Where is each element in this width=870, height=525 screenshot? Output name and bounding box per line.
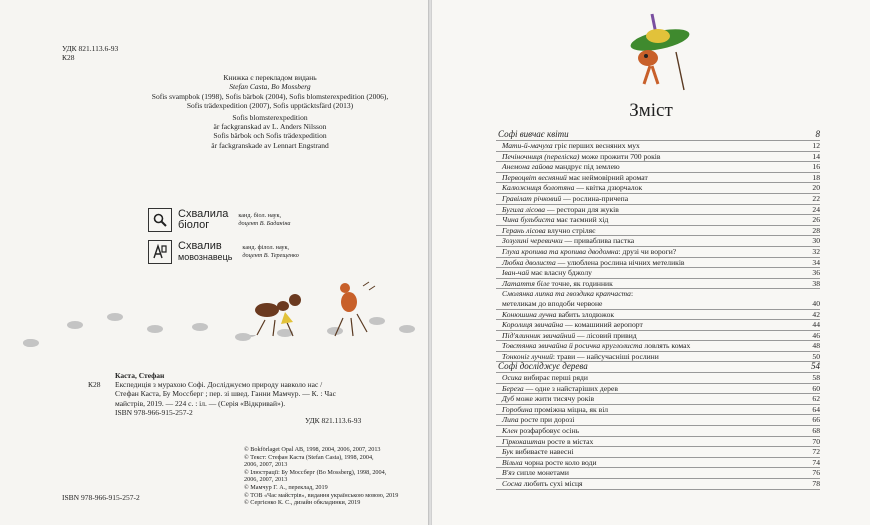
toc-section-trees	[496, 361, 820, 490]
credits-line: Книжка є перекладом видань	[223, 73, 317, 82]
toc-entry[interactable]	[496, 289, 820, 299]
toc-entry-title	[496, 479, 802, 489]
toc-entry[interactable]	[496, 458, 820, 469]
toc-entry[interactable]	[496, 268, 820, 279]
toc-entry[interactable]	[496, 152, 820, 163]
toc-entry-title	[496, 226, 802, 236]
toc-entry-title	[496, 183, 802, 193]
toc-page: 16	[812, 162, 820, 172]
toc-title: Зміст	[629, 100, 673, 121]
isbn-bottom: ISBN 978-966-915-257-2	[62, 493, 140, 502]
credits-line: är fackgranskade av Lennart Engstrand	[211, 140, 329, 150]
toc-section-heading[interactable]	[496, 129, 820, 141]
toc-entry-title	[496, 341, 802, 351]
toc-entry-text: має таємний хід	[554, 215, 609, 225]
approval-note: канд. філол. наук,	[242, 244, 290, 251]
left-page	[0, 0, 428, 525]
toc-entry-plant: Вільха	[502, 457, 523, 467]
toc-entry-text: гріє перших весняних мух	[552, 141, 640, 150]
toc-entry-title	[496, 279, 802, 289]
toc-page: 46	[812, 330, 820, 340]
toc-page: 58	[812, 373, 820, 382]
toc-entry[interactable]	[496, 258, 820, 269]
toc-entry[interactable]	[496, 310, 820, 321]
toc-entry-text: росте в містах	[545, 436, 594, 446]
catalog-line: ISBN 978-966-915-257-2	[115, 408, 193, 418]
toc-page: 32	[812, 246, 820, 256]
toc-entry[interactable]	[496, 394, 820, 405]
toc-entry-title	[496, 426, 802, 436]
toc-page: 76	[812, 468, 820, 478]
toc-entry-plant: Бугила лісова	[502, 204, 546, 214]
copyright-line: © Ілюстрації: Бу Моссберг (Bo Mossberg), 1998, 2004,	[244, 468, 387, 476]
catalog-line: Стефан Каста, Бу Моссберг ; пер. зі швед. Ганни Мамчур. — К. : Час	[115, 389, 336, 399]
catalog-line: майстрів, 2019. — 224 с. : іл. — (Серія «Відкривай»).	[115, 398, 286, 408]
toc-page: 30	[812, 236, 820, 246]
toc-items	[496, 141, 820, 362]
toc-entry-title	[496, 236, 802, 246]
catalog-udk: УДК 821.113.6-93	[305, 416, 362, 425]
catalog-k: К28	[88, 380, 101, 389]
copyright-block	[244, 446, 424, 507]
ant-icon	[245, 280, 385, 340]
toc-entry-title	[496, 215, 802, 225]
toc-entry-plant: Печіночниця (переліска)	[502, 151, 580, 161]
toc-page: 66	[812, 415, 820, 425]
credits-line: Sofis svampbok (1998), Sofis bärbok (2004), Sofis blomsterexpedition (2006),	[151, 91, 389, 101]
toc-entry[interactable]	[496, 405, 820, 416]
letters-icon	[148, 240, 172, 264]
toc-entry-plant: Анемона гайова	[502, 162, 554, 172]
toc-entry-title	[496, 173, 802, 183]
toc-entry-plant: Іван-чай	[502, 268, 530, 278]
toc-entry[interactable]	[496, 373, 820, 384]
copyright-line: © Мамчур Г. А., переклад, 2019	[244, 483, 328, 491]
toc-page: 42	[812, 309, 820, 319]
toc-entry-plant: Латаття біле	[502, 278, 550, 288]
toc-entry-plant: Гіркокаштан	[502, 436, 546, 446]
toc-entry[interactable]	[496, 173, 820, 184]
toc-entry[interactable]	[496, 320, 820, 331]
toc-entry[interactable]	[496, 384, 820, 395]
approval-role: мовознавець	[178, 252, 233, 262]
toc-entry[interactable]	[496, 162, 820, 173]
toc-page: 72	[812, 447, 820, 457]
approval-note: доцент В. Терещенко	[242, 252, 299, 259]
approval-note: канд. біол. наук,	[238, 212, 282, 219]
toc-entry[interactable]	[496, 141, 820, 152]
toc-entry[interactable]	[496, 341, 820, 352]
toc-section-title: Софі досліджує дерева	[498, 361, 588, 371]
toc-entry-plant: В'яз	[502, 468, 515, 478]
credits-line: Sofis trädexpedition (2007), Sofis upptäcktsfärd (2013)	[186, 101, 354, 111]
toc-entry-plant: Горобина	[502, 404, 533, 414]
toc-entry-plant: Чина бульбиста	[502, 215, 555, 225]
approval-title: Схвалила	[178, 208, 229, 220]
toc-section-title: Софі вивчає квіти	[498, 129, 569, 139]
toc-entry-plant: Тонконіг лучний	[502, 351, 553, 361]
toc-page: 12	[812, 141, 820, 150]
toc-entry-plant: Береза	[502, 383, 524, 393]
toc-page: 22	[812, 193, 820, 203]
toc-entry-text: любить сухі місця	[521, 478, 583, 488]
ant-with-hat-icon	[622, 12, 697, 92]
toc-entry-text: — рослина-причепа	[561, 193, 629, 203]
approval-title: Схвалив	[178, 240, 222, 252]
toc-entry[interactable]	[496, 194, 820, 205]
toc-entry-text: ловлять комах	[642, 341, 691, 351]
toc-page: 74	[812, 457, 820, 467]
toc-entry-title	[496, 405, 802, 415]
toc-entry-plant: Смолянка липка та гвоздика крапчаста	[502, 289, 631, 299]
right-page	[432, 0, 870, 525]
toc-entry[interactable]	[496, 236, 820, 247]
toc-entry-text: точне, як годинник	[549, 278, 613, 288]
toc-entry-text: — квітка дзюрчалок	[574, 183, 643, 193]
toc-entry-text: влучно стріляє	[545, 225, 596, 235]
toc-page: 40	[812, 298, 820, 308]
toc-entry-plant: Мати-й-мачуха	[502, 141, 553, 150]
toc-page: 14	[812, 151, 820, 161]
credits-line: Stefan Casta, Bo Mossberg	[229, 82, 311, 92]
toc-page: 62	[812, 394, 820, 404]
toc-entry-text: може жити тисячу років	[514, 394, 595, 404]
toc-entry-text: вибиваєте навесні	[513, 447, 574, 457]
toc-entry-plant: Королиця звичайна	[502, 320, 564, 330]
toc-entry-text: : трави — найсучасніші рослини	[552, 351, 659, 361]
toc-entry-title	[496, 268, 802, 278]
toc-page: 36	[812, 268, 820, 278]
toc-page: 68	[812, 425, 820, 435]
toc-page: 20	[812, 183, 820, 193]
toc-entry-title	[496, 384, 802, 394]
toc-entry-text: — улюблена рослина нічних метеликів	[555, 257, 685, 267]
toc-page: 70	[812, 436, 820, 446]
toc-entry[interactable]	[496, 299, 820, 310]
toc-entry[interactable]	[496, 447, 820, 458]
copyright-line: © ТОВ «Час майстрів», видання українською мовою, 2019	[244, 491, 399, 499]
credits-line: Sofis bärbok och Sofis trädexpedition	[213, 131, 327, 141]
udk-top: УДК 821.113.6-93	[62, 44, 119, 53]
toc-entry-text: — одне з найстаріших дерев	[523, 383, 618, 393]
toc-entry-plant: Дуб	[502, 394, 515, 404]
toc-entry-text: — ресторан для жуків	[545, 204, 619, 214]
toc-section-heading[interactable]	[496, 361, 820, 373]
copyright-line: © Bokförlaget Opal AB, 1998, 2004, 2006, 2007, 2013	[244, 446, 381, 453]
toc-entry-plant: Любка дволиста	[502, 257, 556, 267]
toc-page: 48	[812, 341, 820, 351]
credits-line: Sofis blomsterexpedition	[232, 112, 308, 122]
toc-entry-title	[496, 205, 802, 215]
toc-entry-plant: Первоцвіт весняний	[502, 172, 567, 182]
magnifier-icon	[148, 208, 172, 232]
approval-role: біолог	[178, 219, 210, 231]
toc-entry-text: чорна росте коло води	[522, 457, 597, 467]
toc-entry-title	[496, 258, 802, 268]
toc-entry-title	[496, 299, 802, 309]
toc-page: 64	[812, 404, 820, 414]
toc-page: 24	[812, 204, 820, 214]
toc-entry-title	[496, 310, 802, 320]
toc-section-flowers	[496, 129, 820, 362]
toc-entry[interactable]	[496, 183, 820, 194]
toc-entry-text: може прожити 700 років	[579, 151, 661, 161]
toc-entry[interactable]	[496, 215, 820, 226]
toc-page: 18	[812, 172, 820, 182]
toc-entry[interactable]	[496, 479, 820, 490]
toc-entry-text: має неймовірний аромат	[566, 172, 648, 182]
copyright-line: 2006, 2007, 2013	[244, 476, 288, 484]
toc-entry-plant: Осика	[502, 373, 522, 382]
toc-entry-title	[496, 194, 802, 204]
credits-line: är fackgranskad av L. Anders Nilsson	[213, 122, 327, 132]
toc-entry-text: росте при дорозі	[518, 415, 575, 425]
toc-entry-plant: Бук	[502, 447, 514, 457]
toc-items	[496, 373, 820, 490]
toc-entry-plant: Зозулині черевички	[502, 236, 563, 246]
toc-entry-text: сипле монетами	[514, 468, 569, 478]
toc-page: 60	[812, 383, 820, 393]
toc-page: 34	[812, 257, 820, 267]
k-top: К28	[62, 53, 75, 62]
catalog-entry	[115, 380, 375, 418]
toc-entry-title	[496, 247, 802, 257]
toc-entry[interactable]	[496, 247, 820, 258]
toc-entry-plant: Герань лісова	[502, 225, 546, 235]
toc-entry-plant: Товстянка звичайна й росичка круглолиста	[502, 341, 643, 351]
credits	[120, 73, 420, 150]
toc-entry-plant: Сосна	[502, 478, 522, 488]
toc-entry-text: — лісовий привид	[575, 330, 637, 340]
toc-entry-text: проміжна міцна, як віл	[532, 404, 609, 414]
toc-entry-title	[496, 394, 802, 404]
toc-entry-text: мандрує під землею	[553, 162, 620, 172]
toc-entry-plant: Гравілат річковий	[502, 193, 562, 203]
toc-entry-title	[496, 447, 802, 457]
toc-entry-title	[496, 289, 802, 299]
toc-entry-plant: Глуха кропива та кропива дводомна	[502, 246, 619, 256]
toc-entry-text: :	[630, 289, 634, 299]
toc-entry-plant: Клен	[502, 425, 518, 435]
catalog-author: Каста, Стефан	[115, 371, 165, 380]
toc-entry-text: вабить злодюжок	[556, 309, 615, 319]
copyright-line: 2006, 2007, 2013	[244, 461, 288, 469]
toc-entry-text: : друзі чи вороги?	[618, 246, 677, 256]
toc-entry-text: — комашиний аеропорт	[563, 320, 643, 330]
toc-page: 54	[811, 361, 820, 371]
toc-entry-title	[496, 415, 802, 425]
toc-entry-title	[496, 152, 802, 162]
toc-page: 44	[812, 320, 820, 330]
toc-entry-title	[496, 331, 802, 341]
toc-page: 50	[812, 351, 820, 361]
toc-entry[interactable]	[496, 426, 820, 437]
toc-entry[interactable]	[496, 205, 820, 216]
toc-entry[interactable]	[496, 415, 820, 426]
toc-entry-title	[496, 320, 802, 330]
toc-entry-text: метеликам до вподоби червоне	[502, 298, 603, 308]
copyright-line: © Сергієнко К. С., дизайн обкладинки, 2019	[244, 499, 361, 507]
toc-page: 78	[812, 478, 820, 488]
toc-entry-text: вибирає перші ряди	[521, 373, 588, 382]
toc-entry[interactable]	[496, 437, 820, 448]
toc-entry-title	[496, 458, 802, 468]
toc-entry-plant: Калюжниця болотяна	[502, 183, 575, 193]
toc-entry[interactable]	[496, 468, 820, 479]
toc-entry-text: — приваблива пастка	[562, 236, 635, 246]
toc-page: 28	[812, 225, 820, 235]
toc-entry-title	[496, 373, 802, 383]
toc-entry-plant: Липа	[502, 415, 519, 425]
toc-entry-text: має власну бджолу	[529, 268, 592, 278]
toc-entry-plant: Конюшина лучна	[502, 309, 557, 319]
toc-entry-title	[496, 437, 802, 447]
toc-page: 26	[812, 215, 820, 225]
catalog-line: Експедиція з мурахою Софі. Досліджуємо природу навколо нас /	[115, 380, 323, 389]
approval-note: доцент В. Баданіна	[238, 220, 291, 227]
toc-page: 8	[815, 129, 820, 139]
toc-entry-title	[496, 468, 802, 478]
copyright-line: © Текст: Стефан Каста (Stefan Casta), 1998, 2004,	[244, 453, 374, 461]
toc-entry-title	[496, 141, 802, 151]
toc-entry-plant: Під'ялинник звичайний	[502, 330, 576, 340]
approval-linguist	[148, 240, 299, 264]
toc-entry[interactable]	[496, 331, 820, 342]
toc-entry[interactable]	[496, 279, 820, 290]
toc-entry-title	[496, 162, 802, 172]
toc-entry[interactable]	[496, 226, 820, 237]
toc-page: 38	[812, 278, 820, 288]
toc-entry-text: розфарбовує осінь	[517, 425, 580, 435]
approval-biologist	[148, 208, 291, 232]
